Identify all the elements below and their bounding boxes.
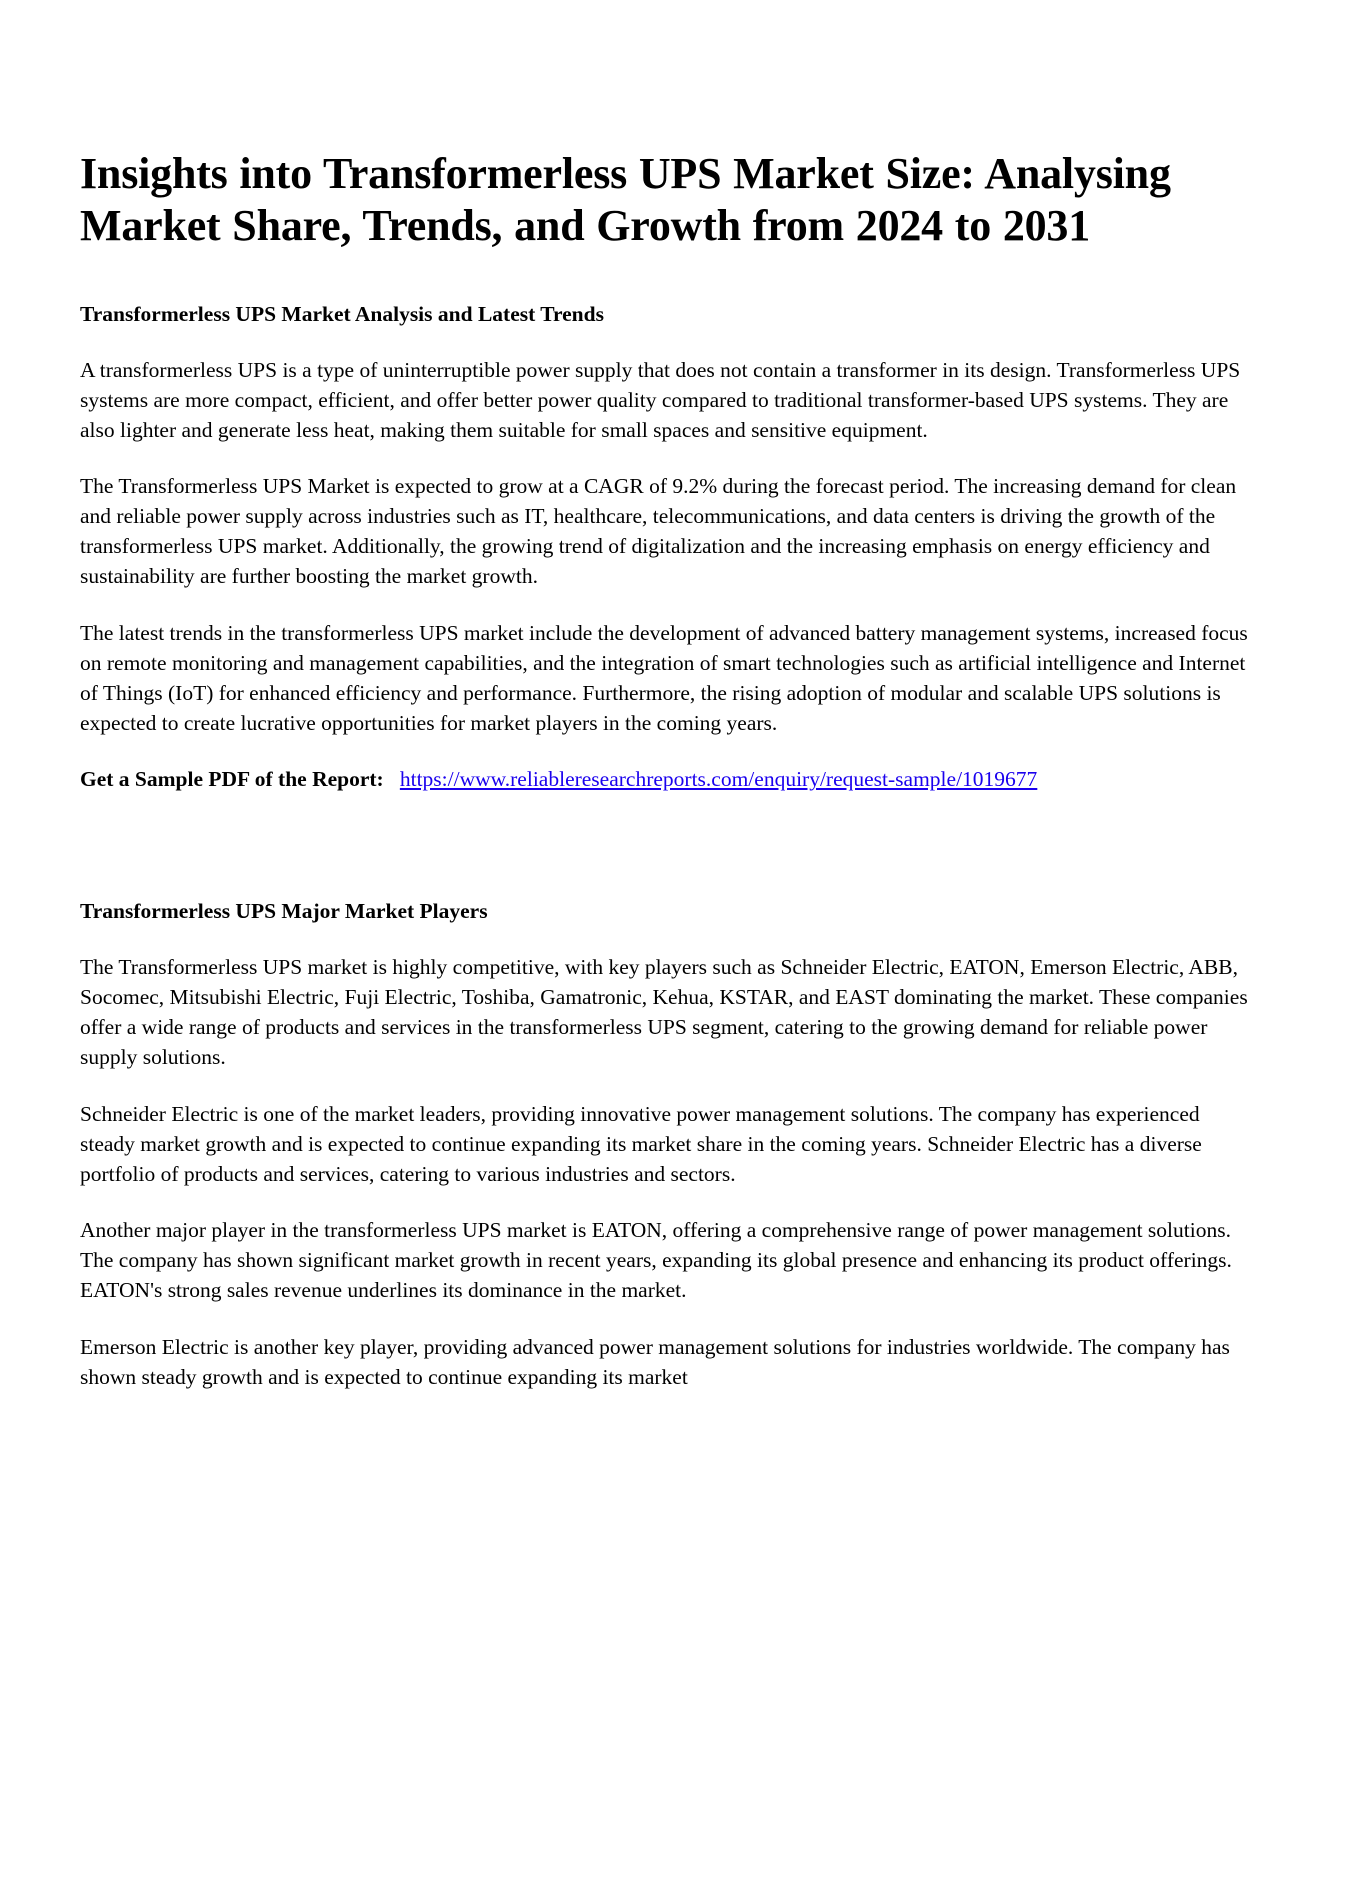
- paragraph-transformerless-definition: A transformerless UPS is a type of uninterruptible power supply that does not contain a transformer in its design. Transformerless UPS systems are more compact, efficient, and offer better power quality compared to traditional transformer-based UPS systems. They are also lighter and generate less heat, making them suitable for small spaces and sensitive equipment.: [80, 357, 1241, 442]
- sample-pdf-label: Get a Sample PDF of the Report:: [80, 767, 384, 792]
- paragraph-market-cagr: The Transformerless UPS Market is expected to grow at a CAGR of 9.2% during the forecast period. The increasing demand for clean and reliable power supply across industries such as IT, healthcare, telecommunications, and data centers is driving the growth of the transformerless UPS market. Additionally, the growing trend of digitalization and the increasing emphasis on energy efficiency and sustainability are further boosting the market growth.: [80, 474, 1237, 589]
- spacer: [389, 767, 400, 791]
- paragraph-schneider-electric: Schneider Electric is one of the market leaders, providing innovative power management solutions. The company has experienced steady market growth and is expected to continue expanding its market share in the coming years. Schneider Electric has a diverse portfolio of products and services, catering to various industries and sectors.: [80, 1101, 1202, 1186]
- document-content: [80, 0, 1248, 1393]
- sample-pdf-line: [80, 738, 1248, 795]
- paragraph-key-players: The Transformerless UPS market is highly competitive, with key players such as Schneider Electric, EATON, Emerson Electric, ABB, Socomec, Mitsubishi Electric, Fuji Electric, Toshiba, Gamatronic, Kehua, KSTAR, and EAST dominating the market. These companies offer a wide range of products and services in the transformerless UPS segment, catering to the growing demand for reliable power supply solutions.: [80, 955, 1248, 1069]
- paragraph-latest-trends: The latest trends in the transformerless UPS market include the development of advanced battery management systems, increased focus on remote monitoring and management capabilities, and the integration of smart technologies such as artificial intelligence and Internet of Things (IoT) for enhanced efficiency and performance. Furthermore, the rising adoption of modular and scalable UPS solutions is expected to create lucrative opportunities for market players in the coming years.: [80, 620, 1248, 735]
- section-heading-major-players: Transformerless UPS Major Market Players: [80, 899, 488, 924]
- section-spacer: [80, 795, 1248, 835]
- paragraph-emerson-electric: Emerson Electric is another key player, providing advanced power management solutions for industries worldwide. The company has shown steady growth and is expected to continue expanding its market: [80, 1335, 1230, 1389]
- sample-pdf-link[interactable]: https://www.reliableresearchreports.com/enquiry/request-sample/1019677: [399, 767, 1038, 792]
- paragraph-eaton: Another major player in the transformerless UPS market is EATON, offering a comprehensive range of power management solutions. The company has shown significant market growth in recent years, expanding its global presence and enhancing its product offerings. EATON's strong sales revenue underlines its dominance in the market.: [80, 1218, 1232, 1303]
- section-heading-market-analysis: Transformerless UPS Market Analysis and Latest Trends: [80, 301, 604, 326]
- page-title: Insights into Transformerless UPS Market Size: Analysing Market Share, Trends, and Growth from 2024 to 2031: [80, 149, 1171, 250]
